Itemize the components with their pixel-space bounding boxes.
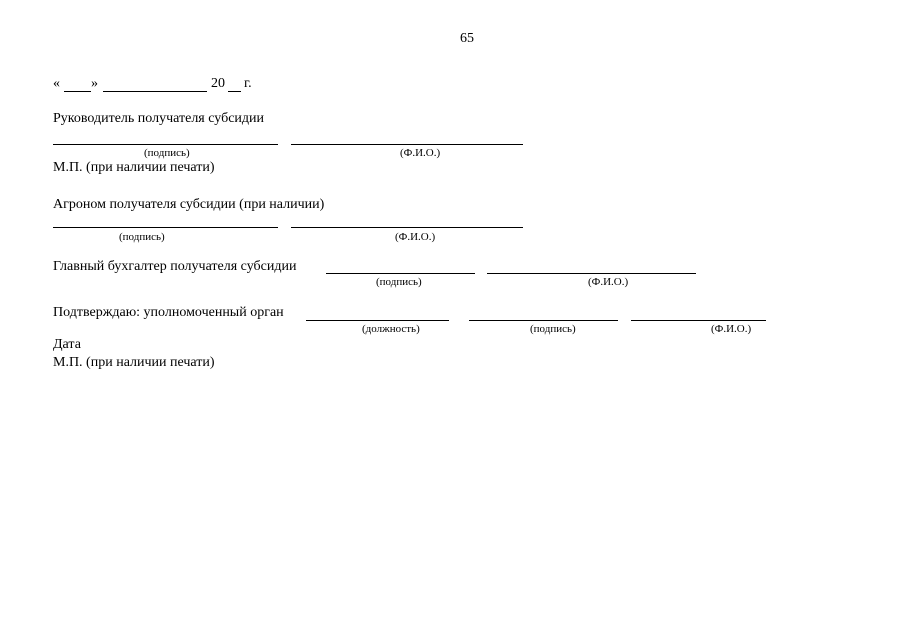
date-open-quote: « (53, 76, 60, 91)
page-number: 65 (460, 31, 474, 46)
year-suffix: г. (244, 76, 252, 91)
year-blank (228, 91, 241, 92)
accountant-name-caption: (Ф.И.О.) (588, 276, 629, 288)
head-signature-line (53, 144, 278, 145)
confirm-position-line (306, 320, 449, 321)
agronomist-signature-caption: (подпись) (119, 231, 165, 243)
date-close-quote: » (91, 76, 98, 91)
confirm-title: Подтверждаю: уполномоченный орган (53, 305, 284, 320)
agronomist-title: Агроном получателя субсидии (при наличии) (53, 197, 325, 212)
accountant-signature-line (326, 273, 475, 274)
head-title: Руководитель получателя субсидии (53, 111, 265, 126)
agronomist-name-line (291, 227, 523, 228)
year-prefix: 20 (211, 76, 225, 91)
confirm-signature-caption: (подпись) (530, 323, 576, 335)
month-blank (103, 91, 207, 92)
head-name-caption: (Ф.И.О.) (400, 147, 441, 159)
head-name-line (291, 144, 523, 145)
date-label: Дата (53, 337, 81, 352)
head-stamp: М.П. (при наличии печати) (53, 160, 215, 175)
confirm-name-caption: (Ф.И.О.) (711, 323, 752, 335)
confirm-position-caption: (должность) (362, 323, 420, 335)
agronomist-signature-line (53, 227, 278, 228)
accountant-signature-caption: (подпись) (376, 276, 422, 288)
accountant-title: Главный бухгалтер получателя субсидии (53, 259, 297, 274)
accountant-name-line (487, 273, 696, 274)
head-signature-caption: (подпись) (144, 147, 190, 159)
day-blank (64, 91, 91, 92)
confirm-name-line (631, 320, 766, 321)
agronomist-name-caption: (Ф.И.О.) (395, 231, 436, 243)
bottom-stamp: М.П. (при наличии печати) (53, 355, 215, 370)
confirm-signature-line (469, 320, 618, 321)
